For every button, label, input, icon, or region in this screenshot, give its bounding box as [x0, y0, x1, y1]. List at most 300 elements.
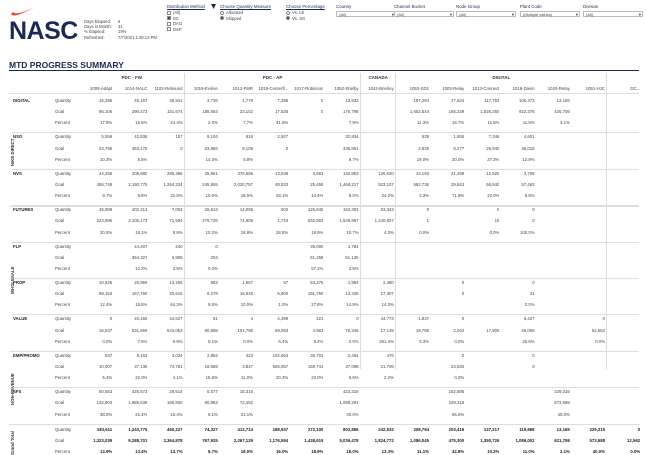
nike-swoosh-icon — [10, 5, 36, 17]
data-cell: 25.6% — [522, 338, 535, 344]
data-cell: 2,480 — [383, 280, 394, 285]
measure-label: Percent — [55, 193, 70, 199]
data-cell: 9.0% — [348, 193, 359, 199]
node-group-dropdown[interactable]: (All) ▾ — [456, 11, 516, 17]
data-cell: 60,963 — [204, 400, 218, 406]
meta-key: Refreshed: — [84, 34, 105, 40]
row-subgroup-label: NSO — [13, 134, 23, 140]
radio-icon[interactable] — [286, 16, 290, 20]
data-cell: 17,135 — [380, 327, 394, 333]
data-cell: 32,834 — [345, 134, 359, 140]
data-cell: 13,165 — [556, 98, 570, 103]
title-divider — [9, 70, 639, 71]
data-cell: 48,533 — [275, 182, 289, 187]
data-cell: 9.5% — [207, 302, 218, 308]
data-cell: 37,136 — [134, 364, 148, 369]
data-cell: 61,258 — [310, 254, 324, 260]
grand-total-cell: 460,227 — [167, 426, 183, 432]
data-cell: 16,537 — [99, 327, 113, 333]
data-cell: 21.4% — [135, 411, 148, 417]
column-header: 1014-NALC — [124, 86, 148, 91]
data-cell: 18,969 — [204, 364, 218, 369]
grand-total-cell: 3,364,978 — [163, 437, 183, 443]
column-header: 1020-Relay — [547, 86, 570, 91]
data-cell: 52,562 — [591, 327, 605, 333]
data-cell: 38.0% — [100, 411, 113, 417]
data-cell: 41.6% — [276, 120, 289, 126]
data-cell: 44,256 — [99, 170, 113, 176]
plant-code-label: Plant Code — [520, 4, 542, 9]
data-cell: 7.9% — [348, 120, 359, 126]
data-cell: 12.8% — [522, 156, 535, 162]
data-cell: 0 — [426, 207, 429, 213]
country-dropdown[interactable]: (All) ▾ — [336, 11, 396, 17]
data-cell: 26,940 — [486, 145, 500, 151]
data-cell: 1,743 — [277, 218, 289, 224]
quantity-measure-option[interactable] — [220, 16, 280, 22]
data-cell: 53,343 — [380, 207, 394, 213]
distribution-method-option[interactable] — [167, 27, 217, 33]
data-cell: 502 — [281, 207, 289, 213]
data-cell: 25,065 — [521, 327, 535, 333]
data-cell: 229,315 — [448, 400, 465, 406]
data-cell: 36,701 — [310, 352, 324, 358]
division-dropdown[interactable]: (All) ▾ — [583, 11, 643, 17]
data-cell: 0 — [215, 243, 218, 249]
data-cell: 176,798 — [343, 109, 359, 115]
measure-label: Goal — [55, 291, 65, 297]
data-cell: 12,520 — [486, 170, 500, 176]
data-cell: 15.5% — [135, 302, 148, 308]
data-cell: 0 — [461, 280, 465, 285]
data-cell: 2,836 — [418, 145, 429, 151]
data-cell: 71,594 — [169, 218, 183, 224]
data-cell: 15.6% — [135, 120, 148, 126]
data-cell: 28,613 — [204, 207, 218, 213]
data-cell: 0.1% — [207, 338, 218, 344]
grand-total-cell: 10.2% — [487, 449, 500, 454]
data-cell: 0 — [461, 316, 465, 322]
option-label: (All) — [173, 10, 181, 15]
option-label: DC — [173, 15, 180, 21]
data-cell: 18.5% — [240, 193, 253, 199]
data-cell: 426,708 — [554, 109, 570, 115]
data-cell: 7,298 — [277, 98, 289, 103]
quantity-measure-label: Choose Quantity Measure — [220, 4, 272, 9]
grand-total-cell: 1,824,772 — [374, 437, 394, 443]
data-cell: 0.0% — [419, 229, 429, 235]
data-cell: 25,514 — [169, 389, 183, 395]
grand-total-cell: 9.7% — [207, 449, 218, 454]
data-cell: 11.0% — [241, 375, 253, 381]
data-cell: 159,741 — [307, 364, 324, 369]
data-cell: 1,655 — [453, 134, 465, 140]
measure-label: Quantity — [55, 316, 72, 322]
grand-total-cell: 18.0% — [240, 449, 253, 454]
data-cell: 582,736 — [413, 182, 429, 187]
grand-total-cell: 1,086,045 — [409, 437, 429, 443]
data-cell: 223,996 — [96, 218, 113, 224]
data-cell: 41 — [529, 291, 535, 297]
data-cell: 9.7% — [102, 193, 113, 199]
measure-label: Goal — [55, 364, 65, 369]
data-cell: 57,463 — [521, 182, 535, 187]
column-header: 1008-Adapt — [89, 86, 113, 91]
column-header: 1013-Connect — [472, 86, 500, 91]
data-cell: 537 — [105, 352, 113, 358]
column-header: 1102-Rebound — [154, 86, 183, 91]
data-cell: 188,554 — [202, 109, 218, 115]
data-cell: 14.3% — [205, 156, 218, 162]
grand-total-cell: 2,267,129 — [233, 437, 253, 443]
data-cell: 13,255 — [169, 280, 183, 285]
data-cell: 102,663 — [272, 352, 289, 358]
checkbox-icon[interactable] — [167, 27, 171, 31]
data-cell: 63,865 — [204, 145, 218, 151]
data-cell: 4 — [250, 316, 253, 322]
grand-total-cell: 18.9% — [311, 449, 324, 454]
data-cell: 6.9% — [172, 338, 183, 344]
data-cell: 22.0% — [487, 193, 500, 199]
data-cell: 1,983 — [347, 280, 359, 285]
data-cell: 20.3% — [276, 375, 289, 381]
data-cell: 0 — [285, 145, 289, 151]
option-label: Vs. LE — [292, 10, 305, 15]
data-cell: 209,880 — [131, 170, 148, 176]
data-cell: 40,166 — [134, 316, 148, 322]
data-cell: 152,885 — [448, 389, 465, 395]
data-cell: 1,985,638 — [128, 400, 148, 406]
data-cell: 632,553 — [307, 218, 324, 224]
grand-total-cell: 272,100 — [307, 426, 324, 432]
data-cell: 157 — [175, 134, 183, 140]
data-cell: 21,298 — [451, 170, 465, 176]
measure-label: Quantity — [55, 389, 72, 395]
data-cell: 9.7% — [348, 156, 359, 162]
option-label: Allocated — [226, 10, 244, 15]
data-cell: 19.1% — [135, 229, 148, 235]
measure-label: Percent — [55, 411, 70, 417]
grand-total-cell: 1,350,726 — [480, 437, 500, 443]
measure-label: Quantity — [55, 280, 72, 285]
data-cell: 15,395 — [99, 98, 113, 103]
section-divider — [9, 351, 639, 352]
data-cell: 53,795 — [99, 145, 113, 151]
column-group-header: PDC - FW — [121, 75, 143, 80]
row-subgroup-label: DIGITAL — [13, 98, 30, 103]
column-group-header: DIGITAL — [492, 75, 511, 80]
data-cell: 2,030,757 — [233, 182, 253, 187]
measure-label: Percent — [55, 302, 70, 308]
column-header: 1012-FMR — [232, 86, 253, 91]
data-cell: 364,327 — [131, 254, 148, 260]
grand-total-cell: 13.9% — [100, 449, 113, 454]
column-header: DC... — [630, 86, 641, 91]
data-cell: 45,999 — [99, 207, 113, 213]
data-cell: 14.4% — [311, 193, 324, 199]
measure-label: Quantity — [55, 134, 72, 140]
data-cell: 126,620 — [378, 170, 394, 176]
data-cell: 9,104 — [207, 134, 218, 140]
data-cell: 2,464 — [347, 352, 359, 358]
grand-total-cell: 42.8% — [452, 449, 465, 454]
meta-key: % Elapsed: — [84, 29, 106, 35]
measure-label: Quantity — [55, 207, 72, 213]
data-cell: 3,034 — [171, 352, 183, 358]
data-cell: 25,969 — [134, 280, 148, 285]
data-cell: 9.6% — [137, 193, 148, 199]
meta-row — [84, 35, 157, 40]
data-cell: 336,851 — [343, 145, 359, 151]
measure-label: Percent — [55, 449, 70, 454]
data-cell: 51,136 — [345, 254, 359, 260]
radio-icon[interactable] — [220, 11, 224, 15]
data-cell: 21,706 — [380, 364, 394, 369]
data-cell: 0.0% — [595, 338, 605, 344]
grand-total-cell: 208,794 — [413, 426, 429, 432]
meta-key: Days Elapsed: — [84, 19, 111, 24]
column-header: 1003-Relay — [442, 86, 465, 91]
data-cell: 44,407 — [134, 243, 148, 249]
measure-label: Goal — [55, 218, 65, 224]
data-cell: 13,193 — [415, 170, 429, 176]
data-cell: 505,057 — [272, 364, 289, 369]
data-cell: 6.6% — [348, 375, 359, 381]
data-cell: 616 — [245, 134, 253, 140]
measure-label: Percent — [55, 266, 70, 271]
row-divider — [12, 242, 639, 243]
measure-label: Goal — [55, 254, 65, 260]
data-cell: 1 — [426, 218, 429, 224]
checkbox-icon[interactable] — [167, 11, 171, 15]
data-cell: 3.5% — [172, 266, 183, 271]
data-cell: 290,473 — [131, 109, 148, 115]
data-cell: 11.5% — [522, 120, 535, 126]
data-cell: 88,153 — [99, 291, 113, 297]
grand-total-cell: 0.0% — [630, 449, 641, 454]
data-cell: 24.4% — [170, 120, 183, 126]
grand-total-cell: 13.3% — [381, 449, 394, 454]
data-cell: 14.3% — [381, 302, 394, 308]
data-cell: 1,667 — [242, 280, 253, 285]
data-cell: 2,042 — [453, 327, 465, 333]
data-cell: 476 — [386, 352, 394, 358]
data-cell: 7,003 — [171, 207, 183, 213]
row-divider — [12, 132, 639, 133]
data-cell: 5,577 — [207, 389, 218, 395]
grand-total-cell: 2.1% — [559, 449, 570, 454]
data-cell: 15.4% — [170, 411, 183, 417]
grand-total-cell: 1,323,039 — [93, 437, 113, 443]
data-cell: 69,083 — [275, 327, 289, 333]
data-cell: 18.8% — [240, 229, 253, 235]
data-cell: 28.1% — [276, 193, 289, 199]
data-cell: 11.5% — [487, 120, 500, 126]
data-cell: 9.2% — [313, 338, 324, 344]
data-cell: 4,601 — [523, 134, 535, 140]
grand-total-cell: 5,036,478 — [339, 437, 359, 443]
data-cell: 539 — [421, 134, 429, 140]
data-cell: 35,000 — [310, 243, 324, 249]
data-cell: 2,927 — [277, 134, 289, 140]
measure-label: Quantity — [55, 426, 72, 432]
data-cell: 10,007 — [99, 364, 113, 369]
data-cell: 51 — [213, 316, 218, 322]
data-cell: 10,925 — [99, 280, 113, 285]
data-cell: 10.7% — [346, 229, 359, 235]
grand-total-cell: 137,217 — [483, 426, 500, 432]
meta-value: 19% — [118, 29, 127, 35]
data-cell: 20,615 — [169, 291, 183, 297]
radio-icon[interactable] — [286, 11, 290, 15]
data-cell: 922,378 — [519, 109, 535, 115]
plant-code-dropdown[interactable]: (Multiple values) ▾ — [520, 11, 580, 17]
measure-label: Goal — [55, 182, 65, 187]
data-cell: 36,941 — [169, 98, 183, 103]
meta-key: Days in Month: — [84, 24, 112, 30]
data-cell: 165,830 — [167, 400, 183, 406]
checkbox-icon[interactable] — [167, 22, 171, 26]
data-cell: 0.0% — [243, 338, 253, 344]
brand-logo: NASC — [9, 17, 78, 45]
data-cell: 36,015 — [521, 145, 535, 151]
data-cell: 132,853 — [343, 170, 359, 176]
data-cell: 2,190,775 — [128, 182, 148, 187]
data-cell: 9.8% — [172, 229, 183, 235]
grand-total-cell: 242,532 — [378, 426, 394, 432]
section-label: WHOLESALE — [10, 266, 15, 294]
option-label: Vs. SG — [292, 15, 306, 21]
section-label: NON-REVENUE — [10, 373, 15, 406]
data-cell: 1,652,544 — [409, 109, 429, 115]
data-cell: 37,098 — [345, 364, 359, 369]
data-cell: 1.0% — [278, 302, 289, 308]
data-cell: 191,750 — [307, 291, 324, 297]
data-cell: 455,748 — [96, 182, 113, 187]
data-cell: 0.0% — [102, 338, 113, 344]
data-cell: 883 — [210, 280, 218, 285]
data-cell: 4.1% — [172, 375, 183, 381]
data-cell: 0.0% — [348, 338, 359, 344]
progress-table — [9, 73, 641, 455]
data-cell: 29,643 — [451, 182, 465, 187]
grand-total-cell: 13,165 — [556, 426, 570, 432]
percentage-label: Choose Percentage — [286, 4, 325, 9]
checkbox-icon[interactable] — [167, 16, 171, 20]
section-label: NIKE DIRECT — [10, 138, 15, 167]
data-cell: 27,624 — [451, 98, 465, 103]
grand-total-label: Grand Total — [10, 431, 15, 455]
column-header: 1053-SD1 — [409, 86, 429, 91]
measure-label: Quantity — [55, 352, 72, 358]
data-cell: 423,316 — [343, 389, 359, 395]
data-cell: 9.3% — [419, 338, 429, 344]
data-cell: 6,908 — [171, 254, 183, 260]
data-cell: 72,452 — [239, 400, 253, 406]
data-cell: 23,530 — [451, 364, 465, 369]
grand-total-cell: 9,288,701 — [128, 437, 148, 443]
grand-total-cell: 13.4% — [135, 449, 148, 454]
grand-total-cell: 203,416 — [448, 426, 465, 432]
data-cell: 4.3% — [383, 229, 394, 235]
data-cell: 7,346 — [488, 134, 500, 140]
data-cell: 165,229 — [448, 109, 465, 115]
grand-total-cell: 475,300 — [448, 437, 465, 443]
data-cell: 425,573 — [131, 389, 148, 395]
channel-bucket-dropdown[interactable]: (All) ▾ — [394, 11, 454, 17]
data-cell: 3,708 — [523, 170, 535, 176]
data-cell: 9.5% — [137, 156, 148, 162]
data-cell: 240 — [175, 243, 183, 249]
data-cell: 28.8% — [276, 229, 289, 235]
data-cell: 0 — [532, 352, 535, 358]
grand-total-cell: 16.0% — [346, 449, 359, 454]
data-cell: 3.5% — [348, 266, 359, 271]
data-cell: 22.0% — [135, 375, 148, 381]
data-cell: 0 — [356, 316, 359, 322]
measure-label: Percent — [55, 156, 70, 162]
data-cell: 5,559 — [101, 134, 113, 140]
data-cell: 0.0% — [454, 338, 465, 344]
data-cell: 16.7% — [452, 120, 465, 126]
percentage-option[interactable] — [286, 16, 330, 22]
country-label: Country — [336, 4, 352, 9]
data-cell: 60,868 — [204, 327, 218, 333]
data-cell: 0 — [320, 109, 324, 115]
radio-icon[interactable] — [220, 16, 224, 20]
grand-total-cell: 183,611 — [96, 426, 113, 432]
data-cell: 0 — [532, 364, 535, 369]
data-cell: 101,790 — [237, 327, 253, 333]
data-cell: 285,366 — [167, 170, 183, 176]
data-cell: 74,781 — [169, 364, 183, 369]
data-cell: 1,529,957 — [339, 218, 359, 224]
data-cell: 10.3% — [100, 156, 113, 162]
data-cell: 0.0% — [524, 302, 535, 308]
distribution-method-label[interactable]: Distribution Method — [167, 4, 205, 9]
row-subgroup-label: VALUE — [13, 316, 28, 322]
row-subgroup-label: SFS — [13, 389, 22, 395]
data-cell: 17,805 — [486, 327, 500, 333]
data-cell: 163,303 — [343, 207, 359, 213]
data-cell: 27.8% — [311, 302, 324, 308]
data-cell: 1,240,927 — [374, 218, 394, 224]
data-cell: 9.1% — [207, 411, 218, 417]
data-cell: 1,784 — [347, 243, 359, 249]
grand-total-cell: 74,327 — [204, 426, 218, 432]
data-cell: 402,213 — [131, 207, 148, 213]
data-cell: 20.5% — [100, 229, 113, 235]
measure-label: Quantity — [55, 170, 72, 176]
grand-total-cell: 0 — [637, 426, 641, 432]
data-cell: 1,468,217 — [339, 182, 359, 187]
data-cell: 21.1% — [240, 411, 253, 417]
meta-value: 7/7/2021 1:28:13 PM — [118, 34, 157, 40]
data-cell: 0 — [532, 218, 535, 224]
data-cell: 9,109 — [242, 145, 253, 151]
data-cell: 19.9% — [311, 229, 324, 235]
column-header: 1018-Davin — [512, 86, 535, 91]
measure-label: Percent — [55, 120, 70, 126]
data-cell: 204 — [210, 254, 218, 260]
data-cell: 57.1% — [311, 266, 324, 271]
data-cell: 132,903 — [96, 400, 113, 406]
data-cell: 3,653 — [312, 170, 324, 176]
grand-total-cell: 803,856 — [343, 426, 359, 432]
data-cell: 0 — [109, 316, 113, 322]
data-cell: 13,638 — [275, 170, 289, 176]
measure-label: Goal — [55, 437, 65, 443]
